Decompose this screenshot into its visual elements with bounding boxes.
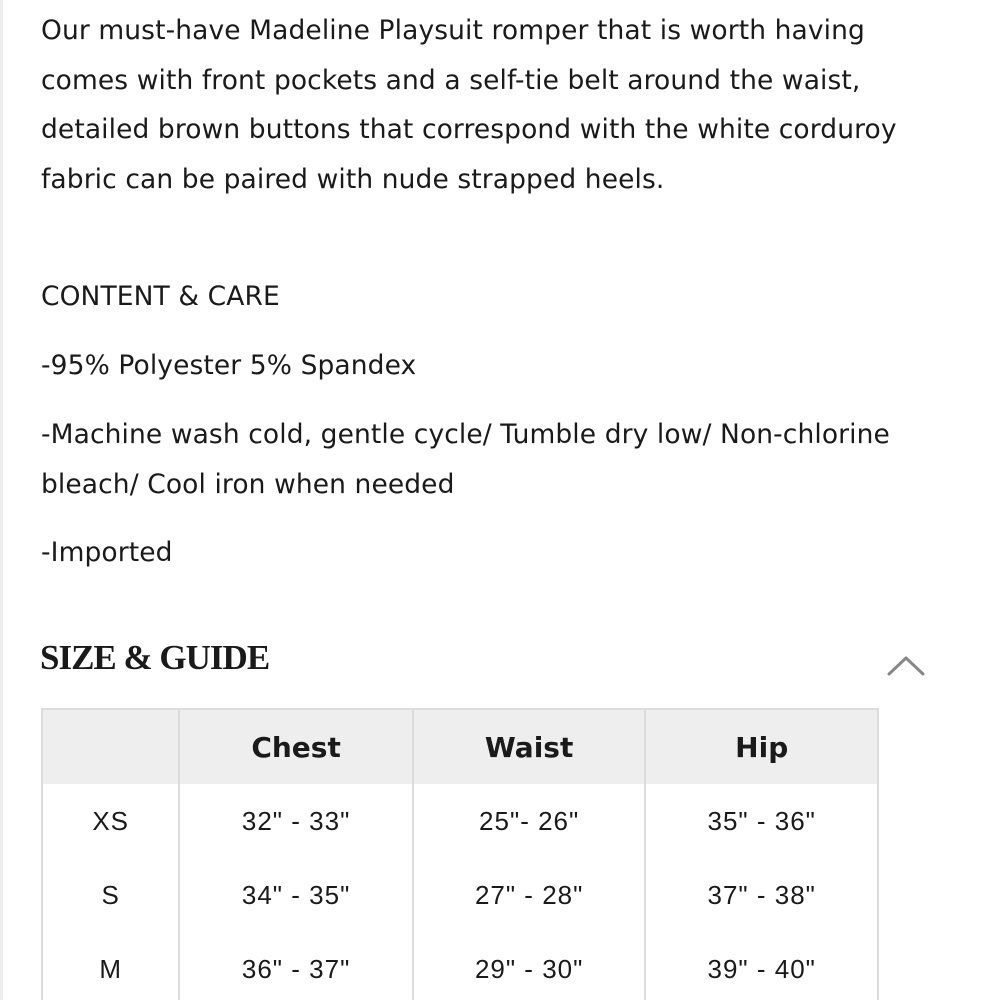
size-label: M [42, 932, 179, 1000]
chest-value: 36" - 37" [179, 932, 413, 1000]
waist-value: 27" - 28" [413, 858, 646, 932]
product-description: Our must-have Madeline Playsuit romper that is worth having comes with front pockets and a self-tie belt around the waist, detailed brown buttons that correspond with the white corduroy fabric can be paired with nude strapped heels. [41, 15, 897, 195]
content-care-heading: CONTENT & CARE [41, 281, 280, 312]
waist-value: 29" - 30" [413, 932, 646, 1000]
table-header-row [42, 709, 878, 784]
waist-value: 25"- 26" [413, 784, 646, 858]
hip-value: 37" - 38" [645, 858, 878, 932]
hip-value: 35" - 36" [645, 784, 878, 858]
origin-text: -Imported [41, 537, 173, 568]
size-label: S [42, 858, 179, 932]
hip-value: 39" - 40" [645, 932, 878, 1000]
size-guide-title: SIZE & GUIDE [40, 638, 270, 677]
chest-value: 34" - 35" [179, 858, 413, 932]
care-instructions: -Machine wash cold, gentle cycle/ Tumble dry low/ Non-chlorine bleach/ Cool iron when needed [41, 419, 890, 500]
header-size [42, 709, 179, 784]
header-waist: Waist [413, 709, 646, 784]
size-label: XS [42, 784, 179, 858]
header-hip: Hip [645, 709, 878, 784]
header-chest: Chest [179, 709, 413, 784]
chest-value: 32" - 33" [179, 784, 413, 858]
table-row [42, 932, 878, 1000]
chevron-up-icon[interactable] [886, 652, 926, 678]
table-row [42, 858, 878, 932]
left-edge-divider [0, 0, 3, 1000]
fabric-composition: -95% Polyester 5% Spandex [41, 350, 417, 381]
table-row [42, 784, 878, 858]
size-chart-table [41, 708, 879, 1000]
